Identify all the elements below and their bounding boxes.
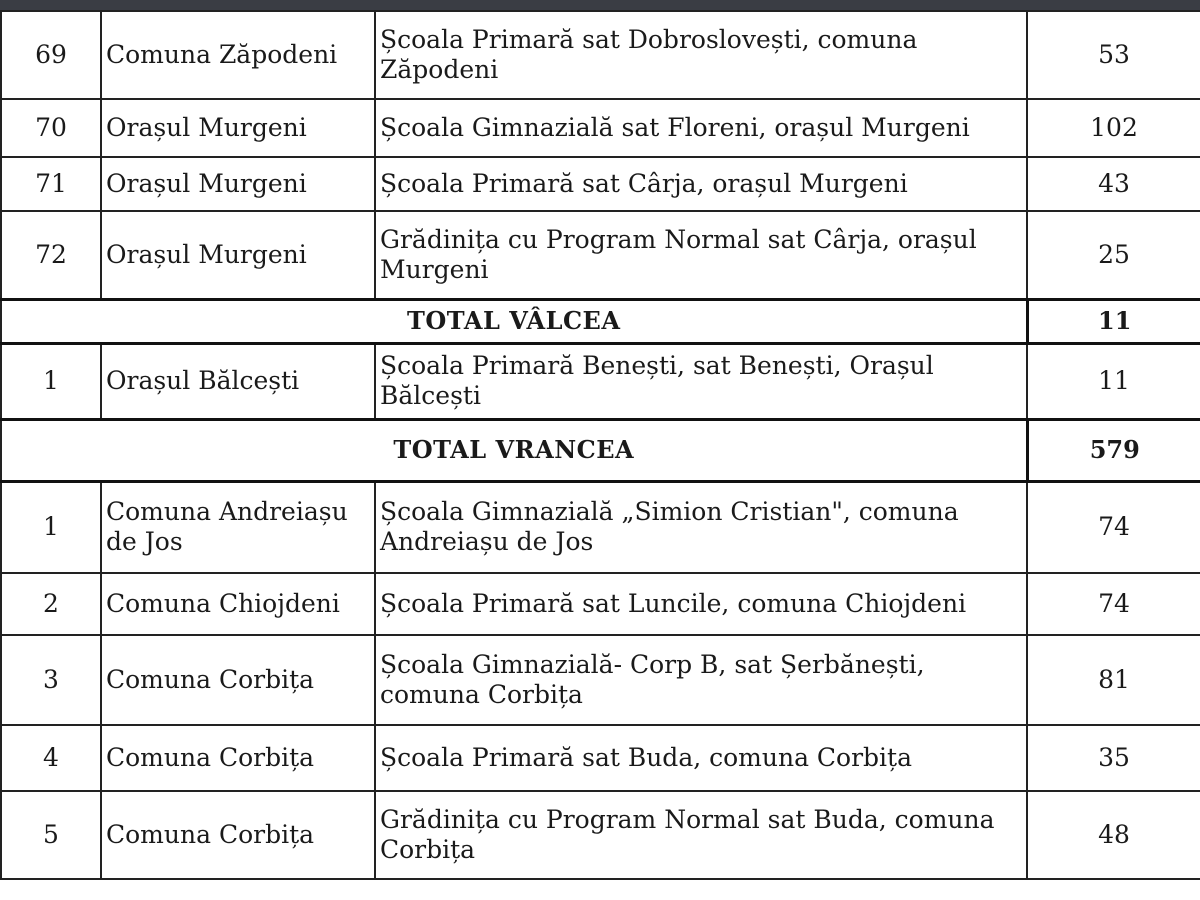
admin-unit: Orașul Bălcești bbox=[101, 343, 375, 419]
row-number: 2 bbox=[1, 573, 101, 635]
school-name: Grădinița cu Program Normal sat Buda, comuna Corbița bbox=[375, 791, 1027, 879]
row-number: 1 bbox=[1, 343, 101, 419]
row-number: 70 bbox=[1, 99, 101, 157]
admin-unit: Orașul Murgeni bbox=[101, 99, 375, 157]
total-row-valcea bbox=[1, 299, 1200, 343]
admin-unit: Comuna Corbița bbox=[101, 791, 375, 879]
table-row bbox=[1, 573, 1200, 635]
table-row bbox=[1, 11, 1200, 99]
row-number: 1 bbox=[1, 481, 101, 573]
student-count: 48 bbox=[1027, 791, 1200, 879]
school-name: Școala Primară sat Luncile, comuna Chiojdeni bbox=[375, 573, 1027, 635]
admin-unit: Comuna Andreiașu de Jos bbox=[101, 481, 375, 573]
top-bar bbox=[0, 0, 1200, 10]
student-count: 102 bbox=[1027, 99, 1200, 157]
table-row bbox=[1, 157, 1200, 211]
student-count: 74 bbox=[1027, 573, 1200, 635]
student-count: 74 bbox=[1027, 481, 1200, 573]
row-number: 3 bbox=[1, 635, 101, 725]
table-row bbox=[1, 99, 1200, 157]
row-number: 5 bbox=[1, 791, 101, 879]
student-count: 43 bbox=[1027, 157, 1200, 211]
student-count: 81 bbox=[1027, 635, 1200, 725]
table-row bbox=[1, 635, 1200, 725]
row-number: 4 bbox=[1, 725, 101, 791]
table-row bbox=[1, 343, 1200, 419]
admin-unit: Comuna Corbița bbox=[101, 635, 375, 725]
student-count: 25 bbox=[1027, 211, 1200, 299]
admin-unit: Comuna Zăpodeni bbox=[101, 11, 375, 99]
school-name: Grădinița cu Program Normal sat Cârja, orașul Murgeni bbox=[375, 211, 1027, 299]
school-name: Școala Gimnazială sat Floreni, orașul Murgeni bbox=[375, 99, 1027, 157]
total-row-vrancea bbox=[1, 419, 1200, 481]
school-name: Școala Primară sat Buda, comuna Corbița bbox=[375, 725, 1027, 791]
student-count: 53 bbox=[1027, 11, 1200, 99]
admin-unit: Comuna Chiojdeni bbox=[101, 573, 375, 635]
admin-unit: Comuna Corbița bbox=[101, 725, 375, 791]
total-value: 11 bbox=[1027, 299, 1200, 343]
total-value: 579 bbox=[1027, 419, 1200, 481]
school-name: Școala Gimnazială- Corp B, sat Șerbănești, comuna Corbița bbox=[375, 635, 1027, 725]
table-row bbox=[1, 791, 1200, 879]
table-row bbox=[1, 725, 1200, 791]
school-name: Școala Primară sat Dobroslovești, comuna Zăpodeni bbox=[375, 11, 1027, 99]
total-label: TOTAL VÂLCEA bbox=[1, 299, 1027, 343]
schools-table bbox=[0, 10, 1200, 880]
row-number: 72 bbox=[1, 211, 101, 299]
school-name: Școala Primară Benești, sat Benești, Orașul Bălcești bbox=[375, 343, 1027, 419]
admin-unit: Orașul Murgeni bbox=[101, 157, 375, 211]
student-count: 35 bbox=[1027, 725, 1200, 791]
student-count: 11 bbox=[1027, 343, 1200, 419]
row-number: 71 bbox=[1, 157, 101, 211]
total-label: TOTAL VRANCEA bbox=[1, 419, 1027, 481]
row-number: 69 bbox=[1, 11, 101, 99]
school-name: Școala Primară sat Cârja, orașul Murgeni bbox=[375, 157, 1027, 211]
school-name: Școala Gimnazială „Simion Cristian", comuna Andreiașu de Jos bbox=[375, 481, 1027, 573]
table-row bbox=[1, 481, 1200, 573]
table-row bbox=[1, 211, 1200, 299]
admin-unit: Orașul Murgeni bbox=[101, 211, 375, 299]
